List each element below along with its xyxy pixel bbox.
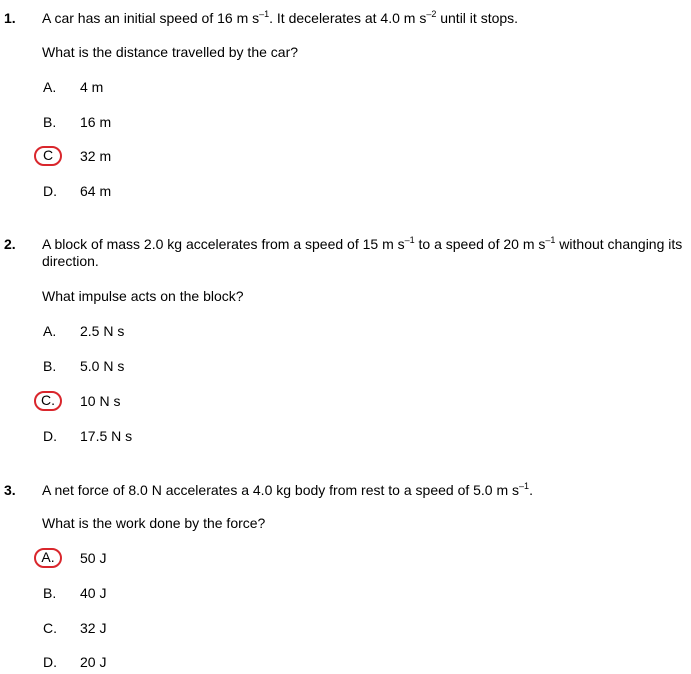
- option-letter: D.: [43, 654, 57, 670]
- question-stem: A block of mass 2.0 kg accelerates from a speed of 15 m $s^{-1}$ to a speed of 20 m $s^{-1}$ without changing its direction.: [42, 235, 683, 269]
- option-value: 20 J: [80, 654, 107, 670]
- option-value: 32 J: [80, 620, 107, 636]
- option-value: 5.0 N s: [80, 358, 125, 374]
- option-value: 40 J: [80, 585, 107, 601]
- option-b[interactable]: [0, 356, 300, 376]
- question-number: 1.: [4, 10, 16, 26]
- option-value: 16 m: [80, 114, 112, 130]
- option-c-selected[interactable]: [0, 146, 300, 166]
- option-value: 17.5 N s: [80, 428, 133, 444]
- answer-circle: C: [34, 146, 62, 166]
- option-c[interactable]: [0, 618, 300, 638]
- option-a[interactable]: [0, 321, 300, 341]
- question-prompt: What impulse acts on the block?: [42, 288, 244, 304]
- question-stem: A car has an initial speed of 16 m $s^{-1}$. It decelerates at 4.0 m $s^{-2}$ until it stops.: [42, 9, 519, 26]
- option-letter: B.: [43, 358, 57, 374]
- option-letter: B.: [43, 585, 57, 601]
- answer-circle: A.: [34, 548, 62, 568]
- option-d[interactable]: [0, 652, 300, 672]
- option-value: 32 m: [80, 148, 112, 164]
- option-c-selected[interactable]: [0, 391, 300, 411]
- question-stem: A net force of 8.0 N accelerates a 4.0 kg body from rest to a speed of 5.0 m $s^{-1}$.: [42, 481, 533, 498]
- option-letter: A.: [43, 323, 57, 339]
- option-letter: B.: [43, 114, 57, 130]
- option-b[interactable]: [0, 583, 300, 603]
- option-letter: A.: [43, 79, 57, 95]
- option-a[interactable]: [0, 77, 300, 97]
- option-value: 64 m: [80, 183, 112, 199]
- option-value: 10 N s: [80, 393, 121, 409]
- option-value: 4 m: [80, 79, 104, 95]
- option-b[interactable]: [0, 112, 300, 132]
- answer-circle: C.: [34, 391, 62, 411]
- option-value: 2.5 N s: [80, 323, 125, 339]
- question-number: 3.: [4, 482, 16, 498]
- option-d[interactable]: [0, 426, 300, 446]
- option-value: 50 J: [80, 550, 107, 566]
- option-d[interactable]: [0, 181, 300, 201]
- option-letter: D.: [43, 183, 57, 199]
- option-letter: C.: [43, 620, 57, 636]
- option-letter: D.: [43, 428, 57, 444]
- question-number: 2.: [4, 236, 16, 252]
- question-prompt: What is the distance travelled by the car?: [42, 44, 299, 60]
- question-prompt: What is the work done by the force?: [42, 515, 266, 531]
- option-a-selected[interactable]: [0, 548, 300, 568]
